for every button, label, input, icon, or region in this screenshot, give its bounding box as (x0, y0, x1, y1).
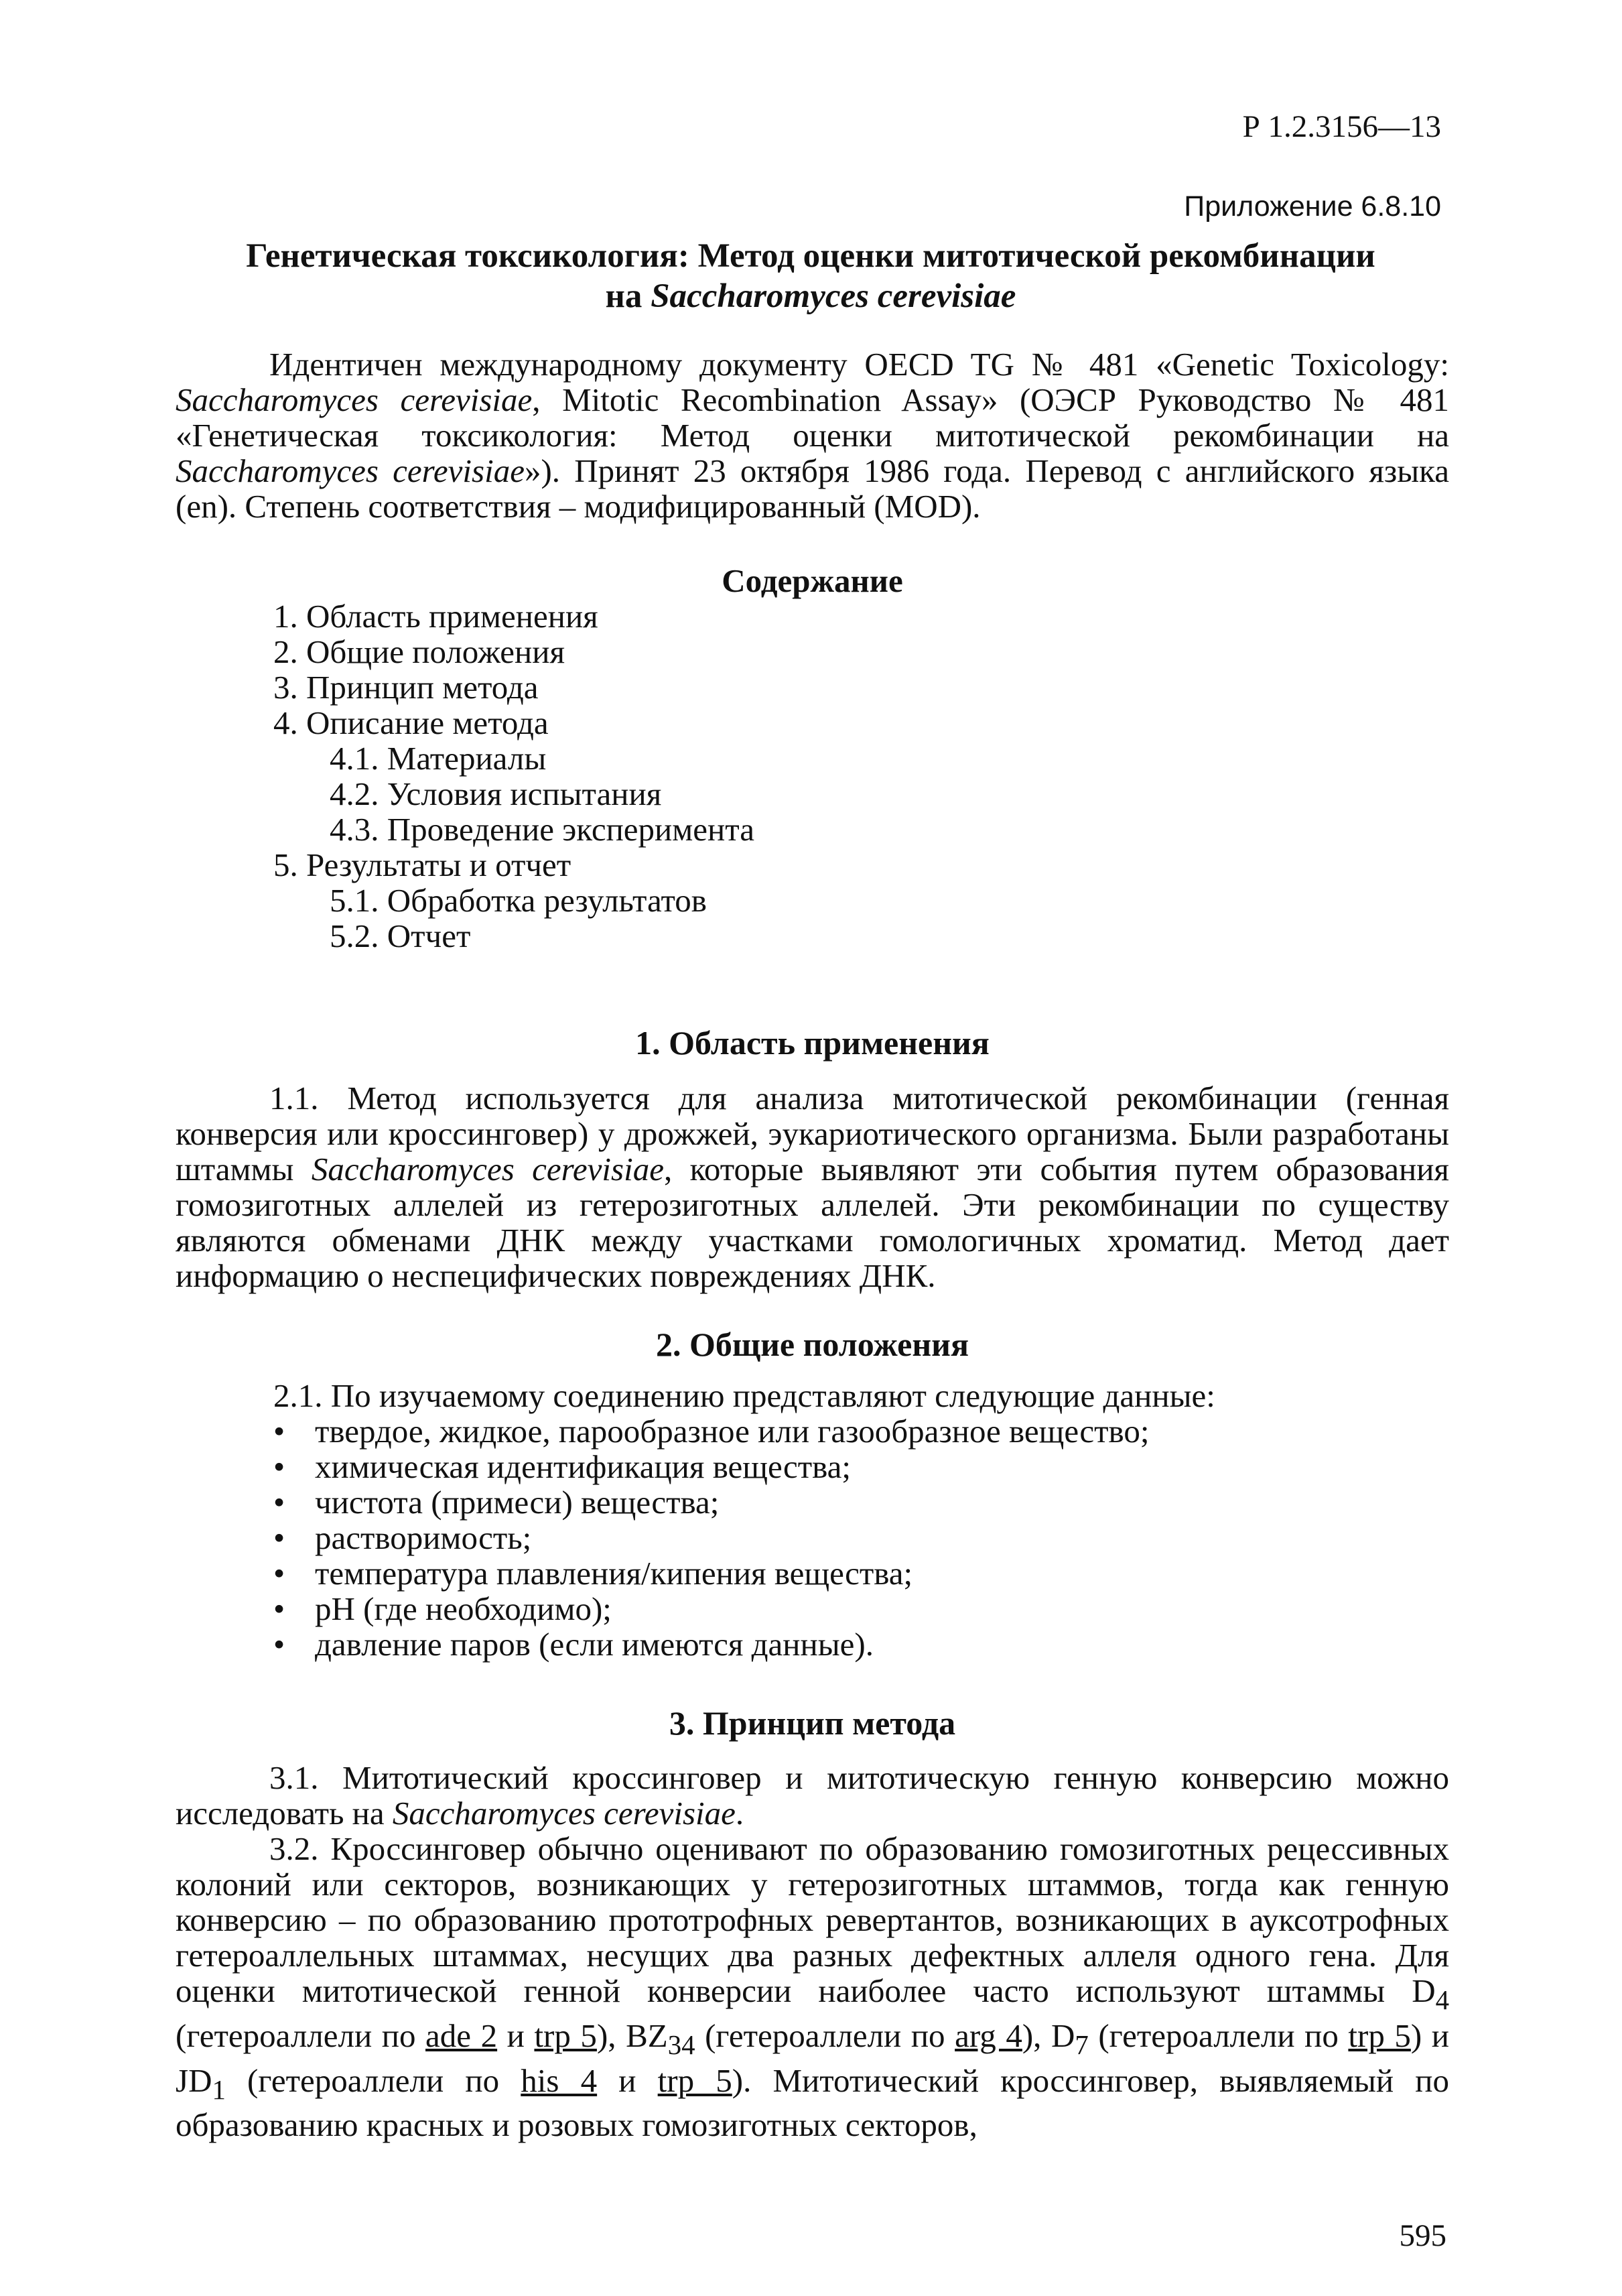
toc-item: 1. Область применения (273, 598, 598, 635)
list-item: • pH (где необходимо); (273, 1590, 612, 1627)
section-3-heading: 3. Принцип метода (669, 1704, 956, 1742)
toc-subitem: 5.2. Отчет (330, 917, 471, 954)
toc-subitem: 5.1. Обработка результатов (330, 882, 707, 919)
bullet-icon: • (273, 1555, 285, 1592)
document-title (174, 236, 1447, 316)
intro-paragraph: Идентичен международному документу OECD TG № 481 «Genetic Toxicology: Saccharomyces cerevisiae, Mitotic Recombination Assay» (ОЭСР Руководство № 481 «Генетическая токсикология: Метод оценки митотической рекомбинации на Saccharomyces cerevisiae»). Принят 23 октября 1986 года. Перевод с английского языка (en). Степень соответствия – модифицированный (MOD). (176, 346, 1449, 525)
list-item: • чистота (примеси) вещества; (273, 1484, 720, 1521)
appendix-label: Приложение 6.8.10 (1184, 190, 1441, 222)
title-line-1: Генетическая токсикология: Метод оценки митотической рекомбинации (246, 237, 1375, 275)
bullet-icon: • (273, 1519, 285, 1556)
bullet-icon: • (273, 1413, 285, 1450)
bullet-icon: • (273, 1626, 285, 1663)
list-item: • химическая идентификация вещества; (273, 1448, 852, 1485)
toc-heading: Содержание (722, 562, 903, 599)
toc-item: 3. Принцип метода (273, 669, 539, 706)
section-3-paragraph-2: 3.2. Кроссинговер обычно оценивают по образованию гомозиготных рецессивных колоний или секторов, возникающих у гетерозиготных штаммов, тогда как генную конверсию – по образованию прототрофных ревертантов, возникающих в ауксотрофных гетероаллельных штаммах, несущих два разных дефектных аллеля одного гена. Для оценки митотической генной конверсии наиболее часто используют штаммы $D_4$ (гетероаллели по ade 2 и trp 5), $BZ_{34}$ (гетероаллели по arg 4), $D_7$ (гетероаллели по trp 5) и $JD_1$ (гетероаллели по his 4 и trp 5). Митотический кроссинговер, выявляемый по образованию красных и розовых гомозиготных секторов, (176, 1830, 1449, 2144)
section-3-paragraph-1: 3.1. Митотический кроссинговер и митотическую генную конверсию можно исследовать на Saccharomyces cerevisiae. (176, 1759, 1449, 1832)
page-number: 595 (1399, 2218, 1446, 2253)
title-species: Saccharomyces cerevisiae (651, 277, 1016, 315)
document-number: Р 1.2.3156—13 (1242, 109, 1441, 144)
section-1-heading: 1. Область применения (635, 1024, 990, 1062)
toc-subitem: 4.1. Материалы (330, 740, 547, 777)
list-item: • давление паров (если имеются данные). (273, 1626, 874, 1663)
bullet-icon: • (273, 1448, 285, 1485)
section-1-paragraph: 1.1. Метод используется для анализа митотической рекомбинации (генная конверсия или кроссинговер) у дрожжей, эукариотического организма. Были разработаны штаммы Saccharomyces cerevisiae, которые выявляют эти события путем образования гомозиготных аллелей из гетерозиготных аллелей. Эти рекомбинации по существу являются обменами ДНК между участками гомологичных хроматид. Метод дает информацию о неспецифических повреждениях ДНК. (176, 1080, 1449, 1294)
list-item: • растворимость; (273, 1519, 532, 1556)
section-2-heading: 2. Общие положения (655, 1326, 969, 1363)
toc-item: 5. Результаты и отчет (273, 846, 571, 883)
toc-item: 2. Общие положения (273, 633, 565, 670)
toc-subitem: 4.2. Условия испытания (330, 775, 662, 812)
table-of-contents (273, 598, 754, 954)
title-line-2: на Saccharomyces cerevisiae (605, 277, 1016, 315)
bullet-icon: • (273, 1590, 285, 1627)
section-2-lead: 2.1. По изучаемому соединению представляют следующие данные: (273, 1377, 1215, 1414)
properties-list (273, 1413, 1149, 1662)
toc-subitem: 4.3. Проведение эксперимента (330, 811, 755, 848)
list-item: • температура плавления/кипения вещества; (273, 1555, 913, 1592)
toc-item: 4. Описание метода (273, 704, 549, 741)
bullet-icon: • (273, 1484, 285, 1521)
list-item: • твердое, жидкое, парообразное или газообразное вещество; (273, 1413, 1150, 1450)
